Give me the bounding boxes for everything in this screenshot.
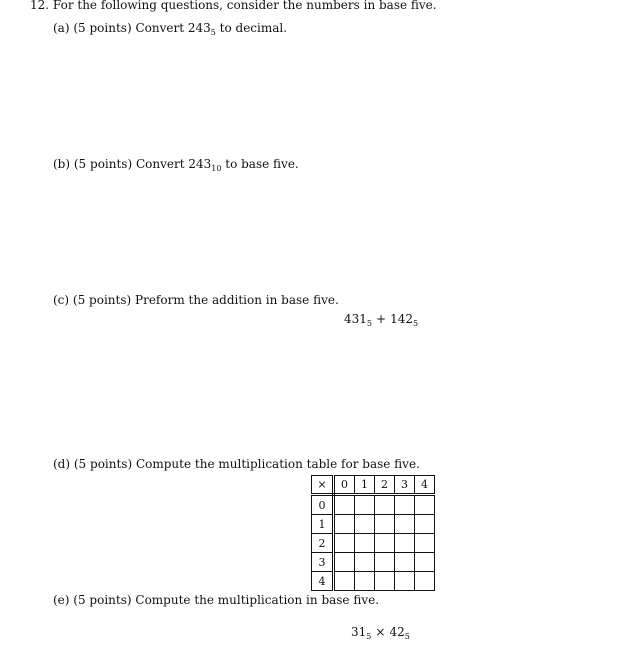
part-c: [53, 293, 339, 307]
part-b-points: (5 points): [73, 157, 133, 171]
part-a: [53, 21, 287, 35]
part-b: [53, 157, 299, 171]
table-cell[interactable]: [415, 572, 435, 591]
part-e-text: Compute the multiplication in base five.: [135, 593, 380, 607]
expr-e-left-base: 5: [366, 632, 372, 641]
table-row: [312, 495, 435, 515]
part-e-label: (e): [53, 593, 70, 607]
multiplication-table: [311, 475, 435, 591]
question-intro: For the following questions, consider the numbers in base five.: [52, 0, 437, 12]
expr-e-right-base: 5: [404, 632, 410, 641]
expr-c-right-base: 5: [412, 319, 419, 328]
table-cell[interactable]: [355, 553, 375, 572]
table-cell[interactable]: [334, 534, 355, 553]
table-row-header: 4: [312, 572, 334, 591]
table-header-row: [312, 476, 435, 495]
part-c-points: (5 points): [72, 293, 132, 307]
table-row: [312, 534, 435, 553]
part-a-text-after: to decimal.: [215, 21, 288, 35]
table-row-header: 3: [312, 553, 334, 572]
table-cell[interactable]: [415, 495, 435, 515]
part-d: [53, 457, 420, 471]
question-header: [30, 0, 437, 12]
table-cell[interactable]: [415, 534, 435, 553]
part-c-label: (c): [53, 293, 70, 307]
table-cell[interactable]: [395, 495, 415, 515]
part-a-points: (5 points): [73, 21, 132, 35]
expr-c-right: 142: [390, 312, 413, 326]
part-a-label: (a): [53, 21, 70, 35]
table-col-header: 2: [375, 476, 395, 495]
table-row: [312, 572, 435, 591]
table-col-header: 1: [355, 476, 375, 495]
table-col-header: 0: [334, 476, 355, 495]
table-cell[interactable]: [334, 572, 355, 591]
table-cell[interactable]: [355, 572, 375, 591]
table-row-header: 2: [312, 534, 334, 553]
part-a-subscript: 5: [210, 28, 216, 37]
part-e-expression: [351, 625, 410, 639]
expr-c-left: 431: [344, 312, 367, 326]
table-cell[interactable]: [334, 553, 355, 572]
table-cell[interactable]: [375, 515, 395, 534]
expr-c-operator: +: [376, 312, 387, 326]
table-col-header: 4: [415, 476, 435, 495]
table-cell[interactable]: [415, 515, 435, 534]
table-row-header: 1: [312, 515, 334, 534]
table-col-header: 3: [395, 476, 415, 495]
part-c-expression: [344, 312, 418, 326]
table-corner: ×: [312, 476, 334, 495]
table-row: [312, 515, 435, 534]
part-b-label: (b): [53, 157, 71, 171]
part-e-points: (5 points): [73, 593, 132, 607]
part-d-points: (5 points): [73, 457, 133, 471]
expr-e-operator: ×: [375, 625, 386, 639]
part-d-label: (d): [53, 457, 71, 471]
table-cell[interactable]: [355, 515, 375, 534]
table-cell[interactable]: [395, 572, 415, 591]
expr-e-right: 42: [389, 625, 405, 639]
table-cell[interactable]: [334, 495, 355, 515]
part-b-text: Convert 243: [135, 157, 212, 171]
part-b-text-after: to base five.: [221, 157, 299, 171]
table-cell[interactable]: [375, 495, 395, 515]
expr-c-left-base: 5: [366, 319, 372, 328]
table-cell[interactable]: [395, 553, 415, 572]
table-cell[interactable]: [375, 572, 395, 591]
table-cell[interactable]: [375, 553, 395, 572]
part-e: [53, 593, 379, 607]
part-b-subscript: 10: [211, 164, 222, 173]
table-row: [312, 553, 435, 572]
table-cell[interactable]: [355, 495, 375, 515]
part-d-text: Compute the multiplication table for base five.: [135, 457, 420, 471]
table-cell[interactable]: [395, 515, 415, 534]
table-cell[interactable]: [375, 534, 395, 553]
table-cell[interactable]: [395, 534, 415, 553]
part-c-text: Preform the addition in base five.: [135, 293, 339, 307]
table-cell[interactable]: [355, 534, 375, 553]
part-a-text: Convert 243: [135, 21, 211, 35]
question-number: 12.: [30, 0, 50, 12]
table-cell[interactable]: [334, 515, 355, 534]
expr-e-left: 31: [351, 625, 367, 639]
table-row-header: 0: [312, 495, 334, 515]
table-cell[interactable]: [415, 553, 435, 572]
